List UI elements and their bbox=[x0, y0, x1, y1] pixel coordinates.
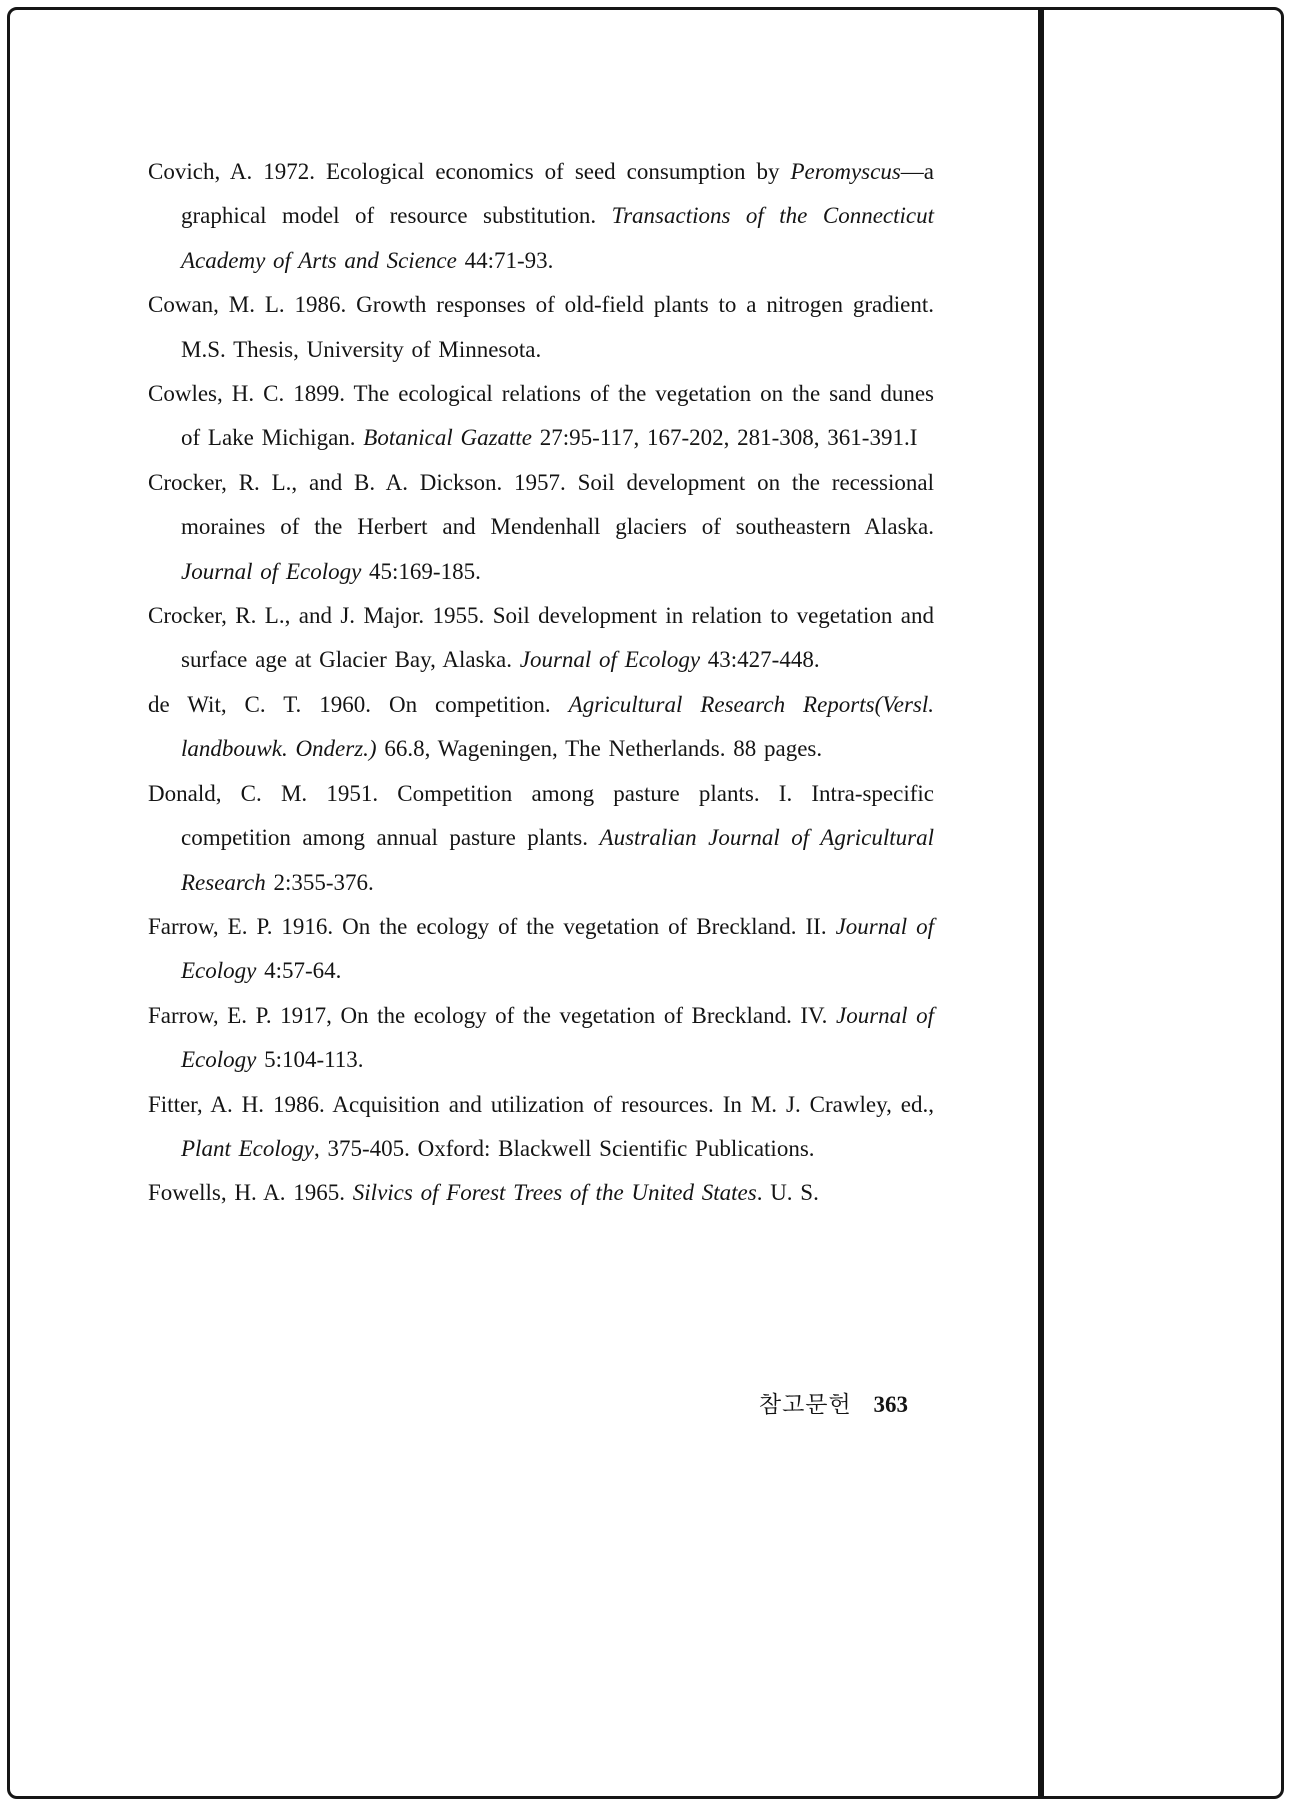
reference-text: —a graphical model of resource substitution. bbox=[181, 159, 934, 229]
reference-text: Fitter, A. H. 1986. Acquisition and utilization of resources. In M. J. Crawley, ed., bbox=[148, 1091, 934, 1117]
reference-entry bbox=[148, 594, 934, 683]
reference-italic-text: Botanical Gazatte bbox=[363, 425, 533, 451]
references-list bbox=[148, 150, 934, 1216]
reference-text: , 375-405. Oxford: Blackwell Scientific Publications. bbox=[313, 1135, 815, 1161]
reference-entry bbox=[148, 372, 934, 461]
reference-text: 43:427-448. bbox=[700, 647, 820, 673]
reference-italic-text: Journal of Ecology bbox=[181, 1002, 934, 1073]
reference-entry bbox=[148, 1083, 934, 1172]
reference-italic-text: Transactions of the Connecticut Academy of Arts and Science bbox=[181, 203, 934, 273]
reference-entry bbox=[148, 994, 934, 1083]
reference-text: Cowan, M. L. 1986. Growth responses of old-field plants to a nitrogen gradient. M.S. Thesis, University of Minnesota. bbox=[148, 292, 934, 362]
reference-italic-text: Plant Ecology bbox=[181, 1135, 314, 1161]
reference-text: 5:104-113. bbox=[256, 1047, 364, 1073]
reference-text: 44:71-93. bbox=[456, 247, 554, 273]
reference-text: de Wit, C. T. 1960. On competition. bbox=[148, 691, 569, 717]
reference-entry bbox=[148, 150, 934, 283]
reference-italic-text: Peromyscus bbox=[790, 159, 901, 184]
reference-italic-text: Agricultural Research Reports(Versl. landbouwk. Onderz.) bbox=[181, 691, 934, 762]
page-footer bbox=[148, 1386, 908, 1419]
reference-entry bbox=[148, 1171, 934, 1215]
reference-text: Crocker, R. L., and J. Major. 1955. Soil development in relation to vegetation and surface age at Glacier Bay, Alaska. bbox=[148, 603, 934, 673]
reference-text: Donald, C. M. 1951. Competition among pasture plants. I. Intra-specific competition among annual pasture plants. bbox=[148, 780, 934, 851]
reference-text: 27:95-117, 167-202, 281-308, 361-391.I bbox=[532, 425, 918, 451]
reference-text: Cowles, H. C. 1899. The ecological relations of the vegetation on the sand dunes of Lake Michigan. bbox=[148, 381, 934, 451]
reference-text: 66.8, Wageningen, The Netherlands. 88 pages. bbox=[376, 736, 823, 762]
reference-italic-text: Journal of Ecology bbox=[519, 647, 701, 673]
reference-entry bbox=[148, 905, 934, 994]
reference-text: Farrow, E. P. 1916. On the ecology of the vegetation of Breckland. II. bbox=[148, 913, 836, 939]
reference-italic-text: Silvics of Forest Trees of the United States bbox=[352, 1180, 757, 1206]
reference-text: Farrow, E. P. 1917, On the ecology of the vegetation of Breckland. IV. bbox=[148, 1002, 836, 1028]
reference-entry bbox=[148, 683, 934, 772]
reference-italic-text: Australian Journal of Agricultural Research bbox=[181, 825, 934, 895]
reference-entry bbox=[148, 461, 934, 594]
reference-text: 2:355-376. bbox=[265, 869, 374, 895]
footer-page-number: 363 bbox=[873, 1392, 908, 1417]
reference-entry bbox=[148, 772, 934, 905]
reference-text: Crocker, R. L., and B. A. Dickson. 1957. Soil development on the recessional moraines of the Herbert and Mendenhall glaciers of southeastern Alaska. bbox=[148, 469, 934, 540]
reference-italic-text: Journal of Ecology bbox=[181, 913, 934, 984]
reference-text: 4:57-64. bbox=[256, 958, 342, 984]
reference-text: . U. S. bbox=[756, 1180, 819, 1206]
reference-text: Fowells, H. A. 1965. bbox=[148, 1180, 353, 1206]
reference-text: Covich, A. 1972. Ecological economics of seed consumption by bbox=[148, 159, 791, 184]
page-edge-scan-line bbox=[1038, 9, 1044, 1797]
reference-italic-text: Journal of Ecology bbox=[181, 558, 362, 584]
footer-section-title: 참고문헌 bbox=[758, 1392, 852, 1418]
reference-entry bbox=[148, 283, 934, 372]
reference-text: 45:169-185. bbox=[361, 558, 481, 584]
